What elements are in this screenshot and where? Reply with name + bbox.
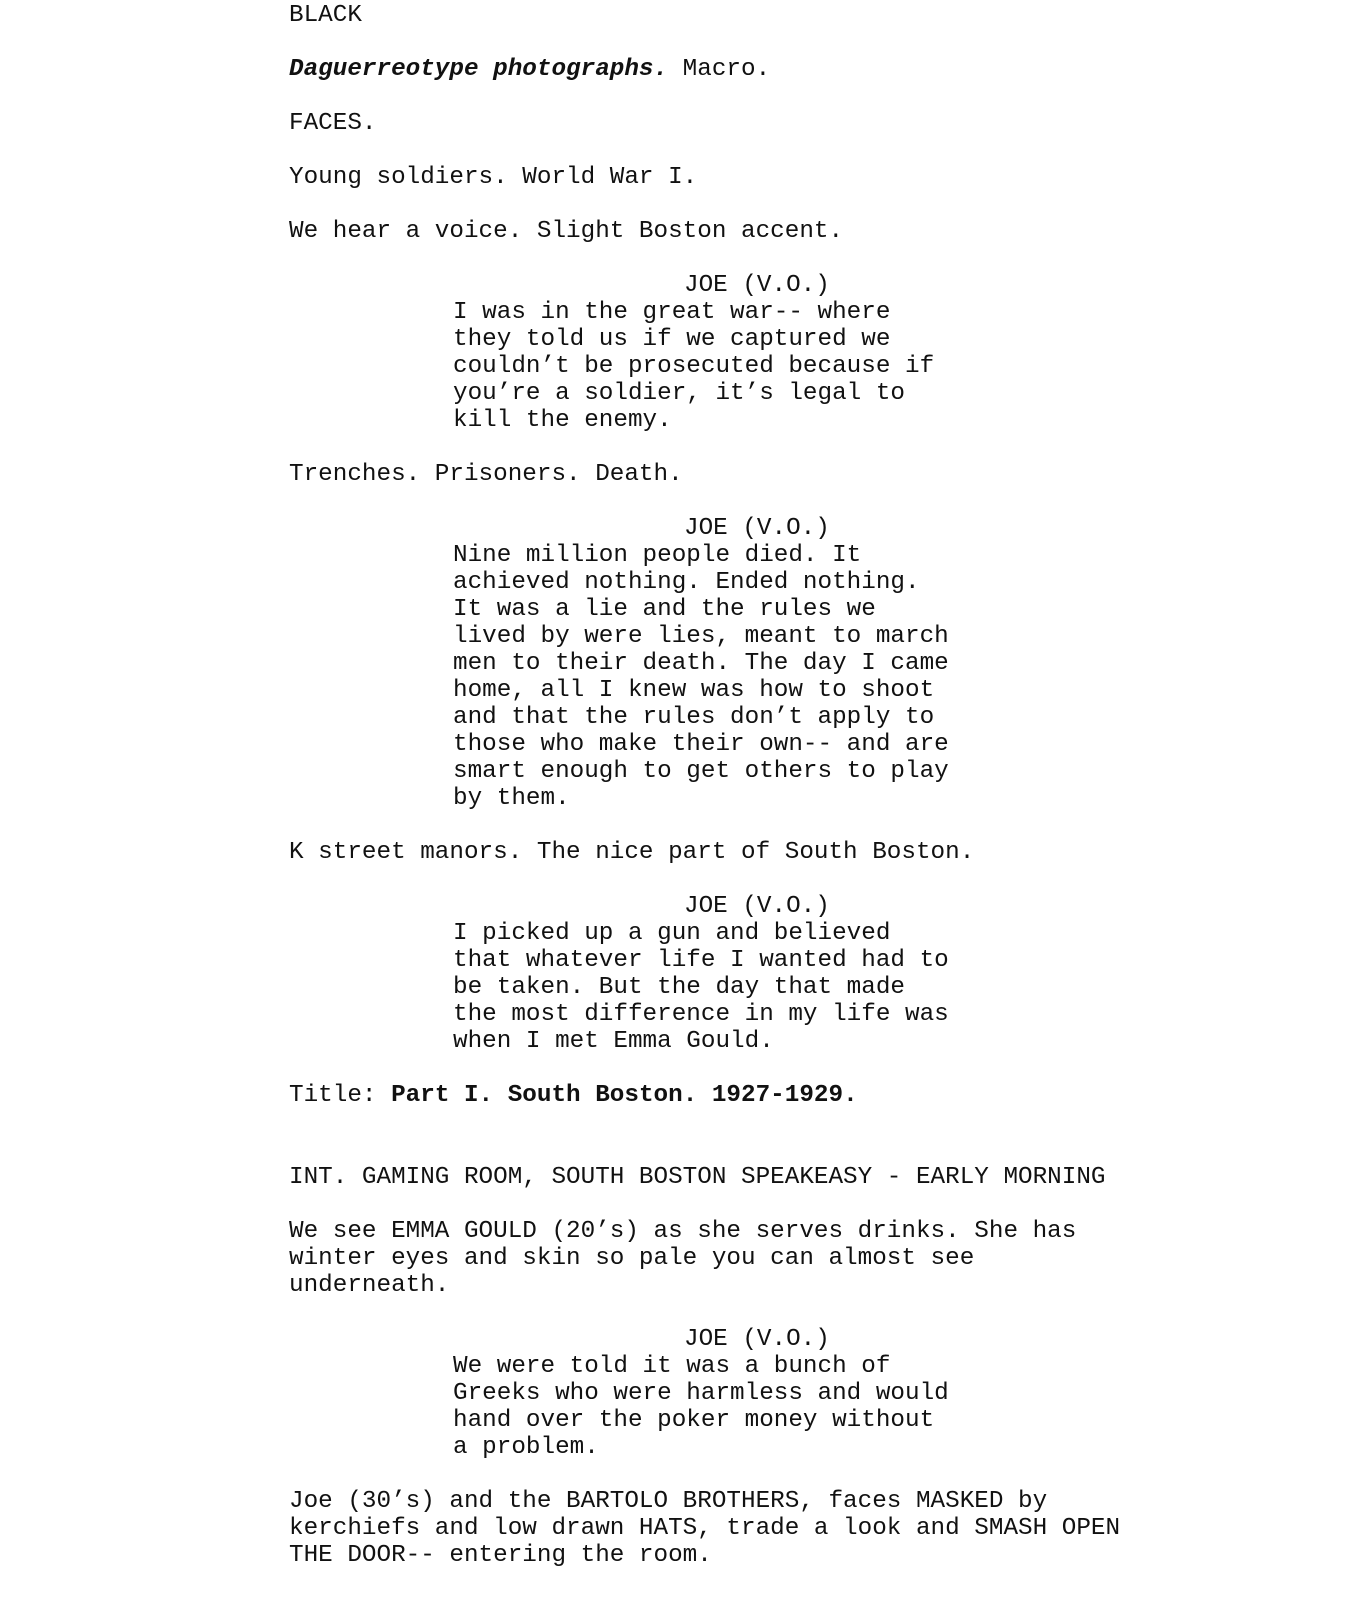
character-cue: JOE (V.O.): [684, 515, 830, 542]
dialogue-line: smart enough to get others to play: [453, 758, 949, 785]
action-line: kerchiefs and low drawn HATS, trade a look and SMASH OPEN: [289, 1515, 1121, 1542]
scene-heading: INT. GAMING ROOM, SOUTH BOSTON SPEAKEASY - EARLY MORNING: [289, 1164, 1106, 1191]
scene-opening: BLACK: [289, 2, 362, 29]
dialogue-line: Nine million people died. It: [453, 542, 862, 569]
dialogue-line: kill the enemy.: [453, 407, 672, 434]
dialogue-line: that whatever life I wanted had to: [453, 947, 949, 974]
dialogue-line: men to their death. The day I came: [453, 650, 949, 677]
dialogue-line: a problem.: [453, 1434, 599, 1461]
action-soldiers: Young soldiers. World War I.: [289, 164, 698, 191]
dialogue-line: and that the rules don’t apply to: [453, 704, 935, 731]
dialogue-line: It was a lie and the rules we: [453, 596, 876, 623]
dialogue-line: hand over the poker money without: [453, 1407, 935, 1434]
action-emphasis: Daguerreotype photographs.: [289, 56, 669, 83]
dialogue-line: those who make their own-- and are: [453, 731, 949, 758]
title-text: Part I. South Boston. 1927-1929.: [391, 1082, 858, 1109]
dialogue-line: I was in the great war-- where: [453, 299, 891, 326]
action-voice: We hear a voice. Slight Boston accent.: [289, 218, 844, 245]
action-line: Joe (30’s) and the BARTOLO BROTHERS, faces MASKED by: [289, 1488, 1048, 1515]
action-kstreet: K street manors. The nice part of South Boston.: [289, 839, 975, 866]
action-faces: FACES.: [289, 110, 377, 137]
dialogue-line: they told us if we captured we: [453, 326, 891, 353]
dialogue-line: when I met Emma Gould.: [453, 1028, 774, 1055]
action-trenches: Trenches. Prisoners. Death.: [289, 461, 683, 488]
action-daguerreotype: [289, 56, 770, 83]
title-card: [289, 1082, 858, 1109]
dialogue-line: I picked up a gun and believed: [453, 920, 891, 947]
action-text: Macro.: [668, 56, 771, 83]
character-cue: JOE (V.O.): [684, 893, 830, 920]
dialogue-line: the most difference in my life was: [453, 1001, 949, 1028]
dialogue-line: by them.: [453, 785, 570, 812]
dialogue-line: be taken. But the day that made: [453, 974, 905, 1001]
dialogue-line: couldn’t be prosecuted because if: [453, 353, 935, 380]
dialogue-line: lived by were lies, meant to march: [453, 623, 949, 650]
action-line: THE DOOR-- entering the room.: [289, 1542, 712, 1569]
dialogue-line: achieved nothing. Ended nothing.: [453, 569, 920, 596]
dialogue-line: Greeks who were harmless and would: [453, 1380, 949, 1407]
action-line: underneath.: [289, 1272, 450, 1299]
dialogue-line: We were told it was a bunch of: [453, 1353, 891, 1380]
action-line: winter eyes and skin so pale you can almost see: [289, 1245, 975, 1272]
character-cue: JOE (V.O.): [684, 272, 830, 299]
dialogue-line: you’re a soldier, it’s legal to: [453, 380, 905, 407]
action-line: We see EMMA GOULD (20’s) as she serves drinks. She has: [289, 1218, 1077, 1245]
title-prefix: Title:: [289, 1082, 392, 1109]
character-cue: JOE (V.O.): [684, 1326, 830, 1353]
dialogue-line: home, all I knew was how to shoot: [453, 677, 935, 704]
